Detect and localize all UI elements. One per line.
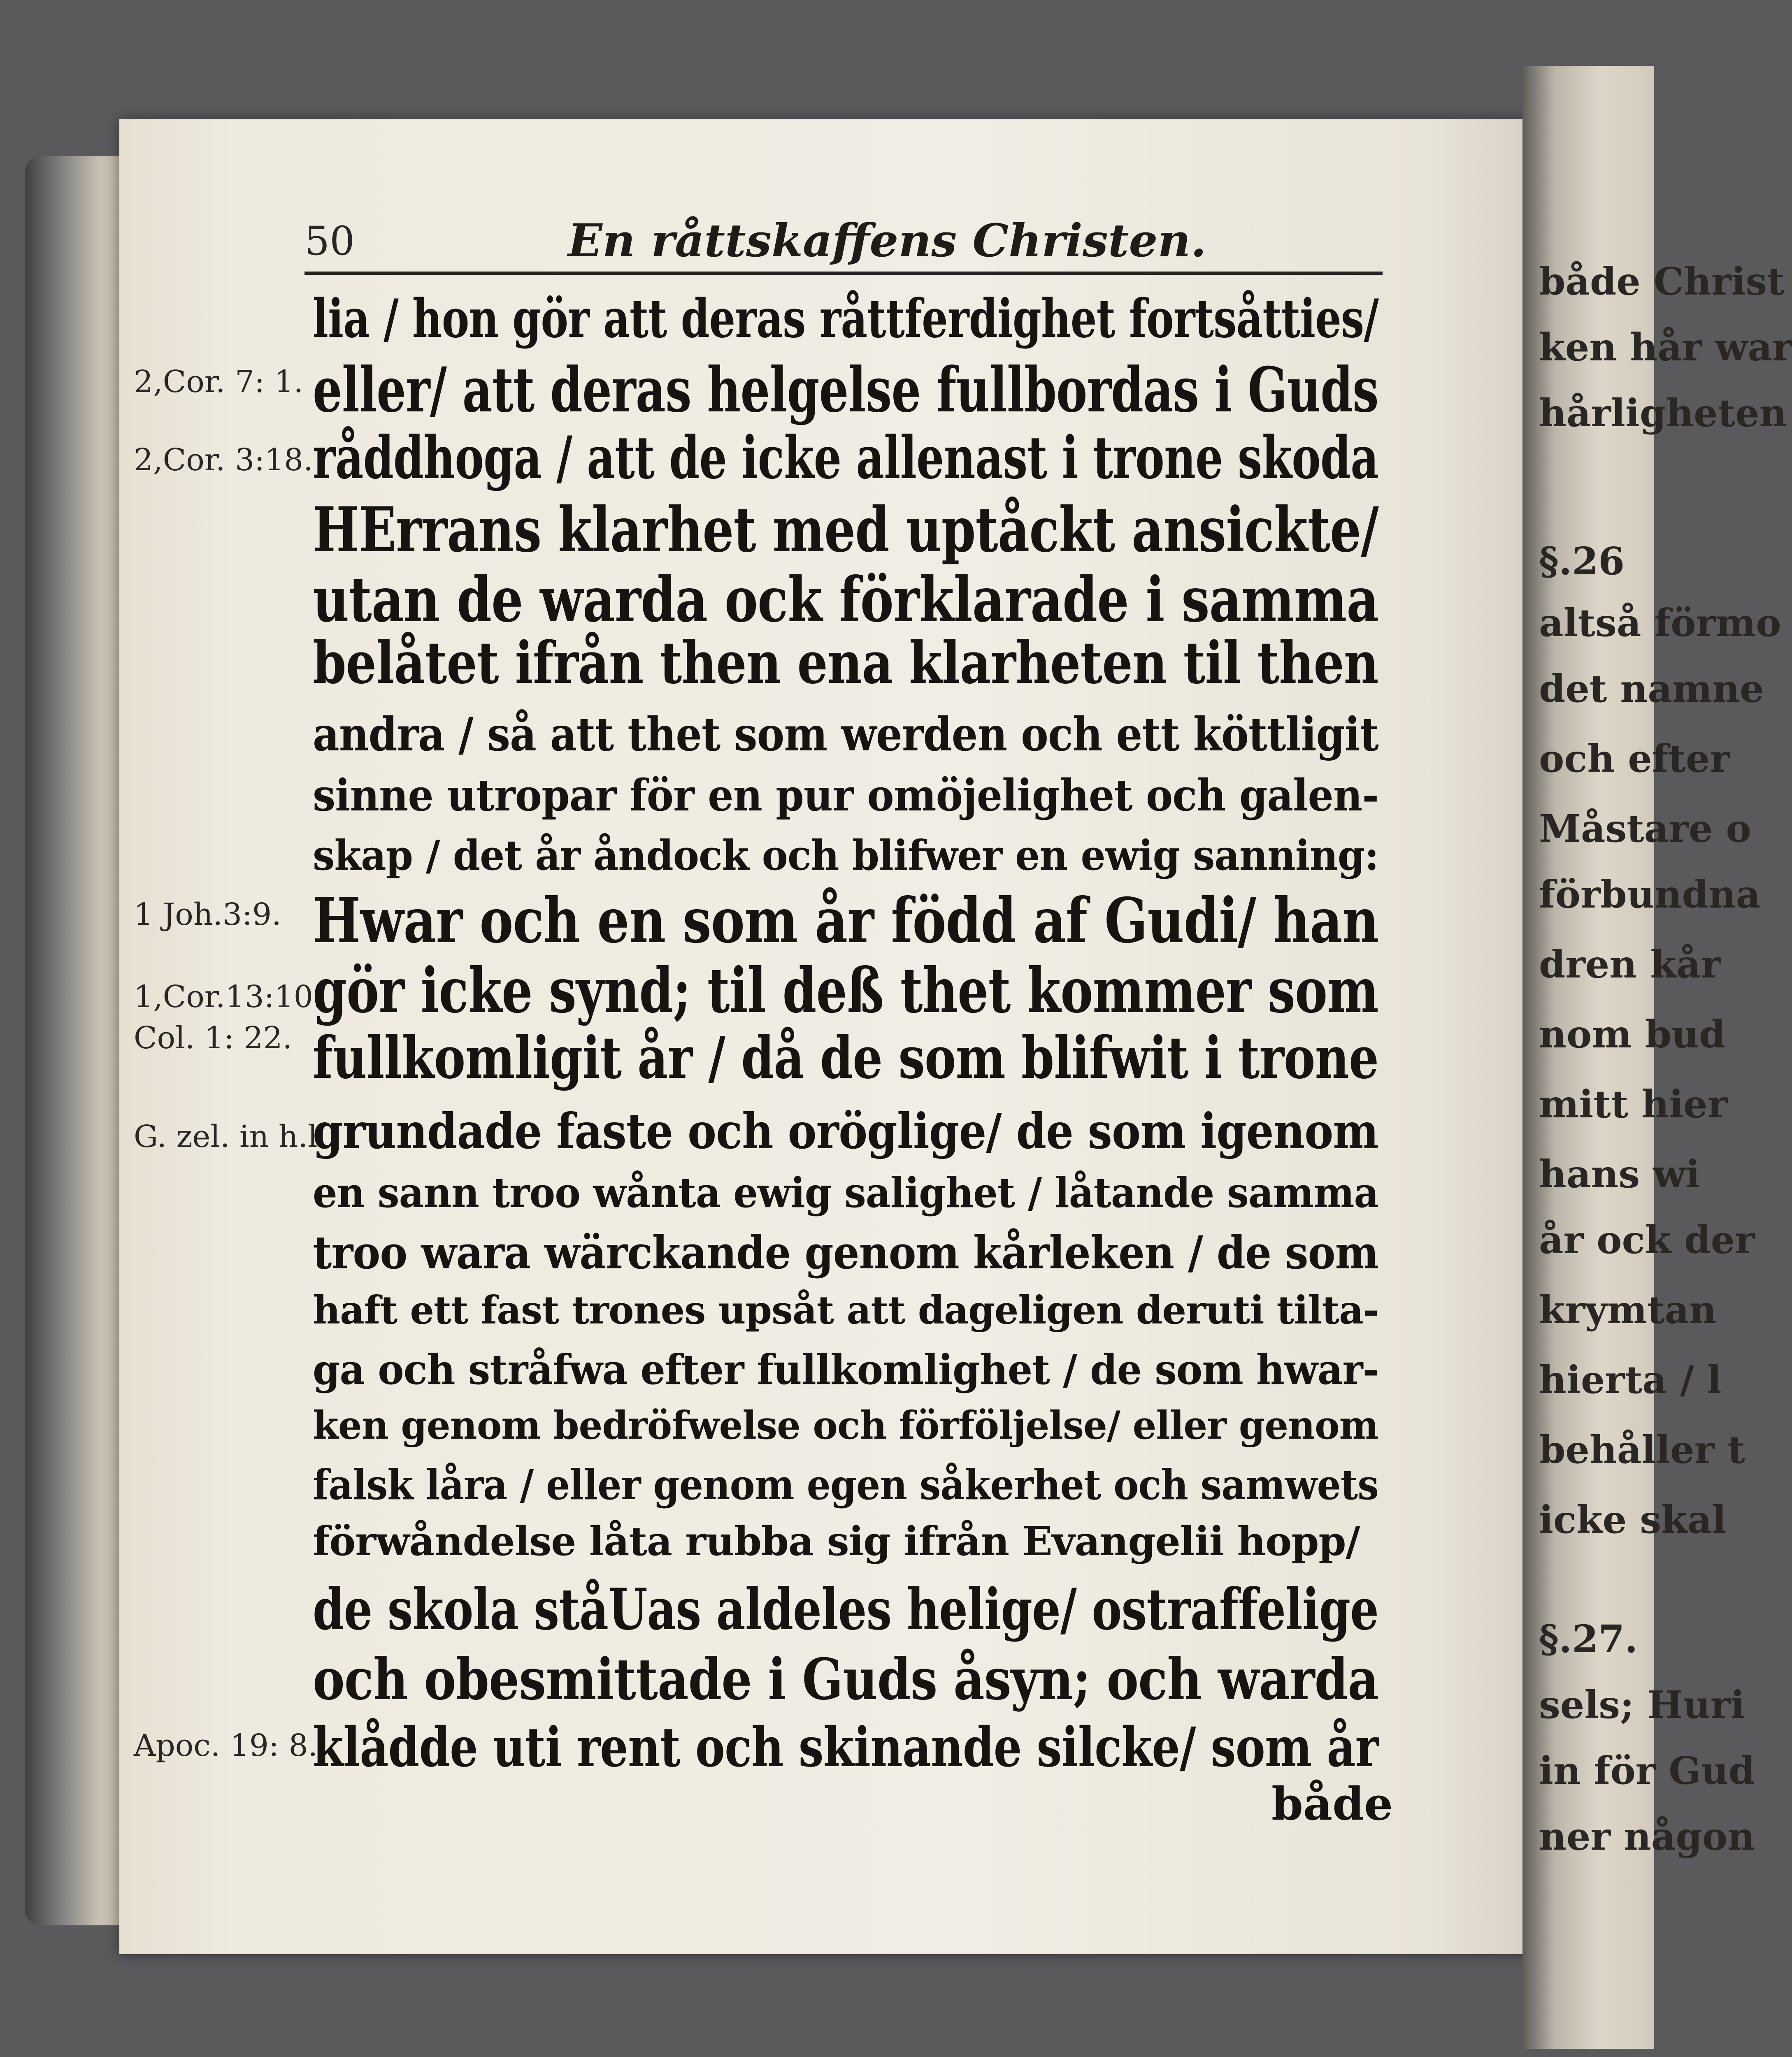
text-line: belåtet ifrån then ena klarheten til then — [313, 629, 1378, 697]
facing-line: det namne — [1539, 666, 1764, 711]
margin-reference: 2,Cor. 7: 1. — [134, 364, 304, 399]
text-line: ga och stråfwa efter fullkomlighet / de som hwar- — [313, 1345, 1379, 1394]
text-line: fullkomligit år / då de som blifwit i trone — [313, 1024, 1379, 1092]
facing-line: år ock der — [1539, 1218, 1755, 1262]
facing-line: hans wi — [1539, 1152, 1700, 1196]
text-line: de skola ståUas aldeles helige/ ostraffelige — [313, 1576, 1379, 1643]
facing-line: förbundna — [1539, 872, 1761, 917]
facing-line: ner någon — [1539, 1814, 1755, 1859]
facing-line: §.27. — [1539, 1617, 1638, 1661]
facing-line: behåller t — [1539, 1428, 1745, 1472]
margin-reference: G. zel. in h.l. — [134, 1119, 328, 1154]
text-line: och obesmittade i Guds åsyn; och warda — [313, 1646, 1378, 1713]
facing-line: hårligheten — [1539, 391, 1787, 435]
text-line: lia / hon gör att deras råttferdighet fortsåtties/ — [313, 288, 1379, 350]
text-line: falsk låra / eller genom egen såkerhet och samwets — [313, 1460, 1378, 1509]
running-title: En råttskaffens Christen. — [568, 214, 1206, 267]
header-rule — [304, 272, 1383, 275]
margin-reference: Col. 1: 22. — [134, 1020, 293, 1056]
text-line: haft ett fast trones upsåt att dageligen deruti tilta- — [313, 1288, 1379, 1333]
facing-line: både Christ — [1539, 259, 1785, 304]
text-line: en sann troo wånta ewig salighet / låtande samma — [313, 1168, 1379, 1217]
facing-line: Måstare o — [1539, 806, 1751, 851]
facing-line: ken hår war — [1539, 325, 1792, 369]
facing-line: icke skal — [1539, 1497, 1727, 1542]
facing-page — [1522, 66, 1792, 2049]
facing-line: och efter — [1539, 736, 1730, 781]
text-line: andra / så att thet som werden och ett köttligit — [313, 708, 1379, 762]
facing-line: §.26 — [1539, 539, 1625, 583]
text-line: ken genom bedröfwelse och förföljelse/ eller genom — [313, 1403, 1378, 1448]
facing-line: krymtan — [1539, 1288, 1717, 1332]
facing-line: nom bud — [1539, 1012, 1726, 1056]
facing-line: dren kår — [1539, 942, 1721, 987]
page-header — [304, 210, 1374, 276]
margin-reference: 1 Joh.3:9. — [134, 897, 281, 932]
text-line: skap / det år åndock och blifwer en ewig sanning: — [313, 831, 1379, 880]
page-number: 50 — [304, 218, 355, 264]
text-line: HErrans klarhet med uptåckt ansickte/ — [313, 494, 1379, 566]
margin-reference: 2,Cor. 3:18. — [134, 442, 313, 478]
catchword: både — [1271, 1777, 1393, 1830]
margin-reference: 1,Cor.13:10. — [134, 979, 323, 1015]
text-line: sinne utropar för en pur omöjelighet och galen- — [313, 769, 1379, 821]
facing-line: hierta / l — [1539, 1358, 1722, 1402]
text-line: utan de warda ock förklarade i samma — [313, 564, 1379, 636]
facing-line: altså förmo — [1539, 601, 1781, 645]
facing-line: sels; Huri — [1539, 1683, 1745, 1727]
text-line: grundade faste och oröglige/ de som igenom — [313, 1103, 1378, 1160]
text-line: eller/ att deras helgelse fullbordas i Guds — [313, 354, 1378, 426]
text-line: troo wara wärckande genom kårleken / de som — [313, 1226, 1378, 1279]
text-line: förwåndelse låta rubba sig ifrån Evangelii hopp/ — [313, 1518, 1360, 1565]
text-line: Hwar och en som år född af Gudi/ han — [313, 885, 1379, 957]
margin-reference: Apoc. 19: 8. — [134, 1728, 318, 1763]
facing-line: mitt hier — [1539, 1082, 1728, 1126]
text-line: gör icke synd; til deß thet kommer som — [313, 954, 1378, 1027]
book-edge — [25, 156, 132, 1925]
text-line: klådde uti rent och skinande silcke/ som år — [313, 1716, 1378, 1779]
facing-line: in för Gud — [1539, 1748, 1755, 1793]
text-line: råddhoga / att de icke allenast i trone skoda — [313, 424, 1378, 492]
